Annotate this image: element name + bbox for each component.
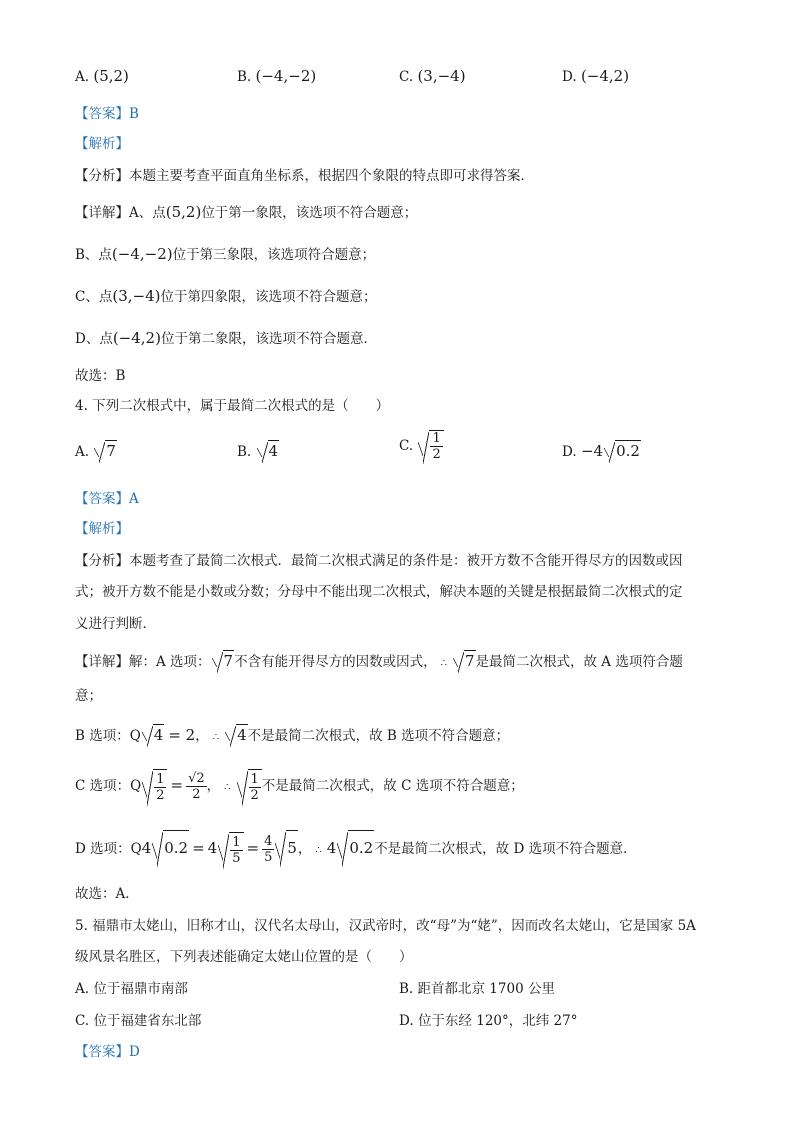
detail-math: (−4,−2) <box>111 245 173 263</box>
q5-stem-line1: 5. 福鼎市太姥山，旧称才山，汉代名太母山，汉武帝时，改“母”为“姥”，因而改名太姥山，它是国家 5A <box>75 918 696 934</box>
numerator: 1 <box>432 431 441 446</box>
therefore-symbol: ∴ <box>440 658 448 669</box>
detail-text: 不是最简二次根式，故 B 选项不符合题意； <box>247 728 510 744</box>
detail-post: 位于第二象限，该选项不符合题意． <box>160 331 377 347</box>
q3-conclusion: 故选：B <box>75 368 126 384</box>
q4-detail-c <box>75 768 524 805</box>
option-label: A. <box>75 69 90 85</box>
coefficient: 4 <box>141 839 152 857</box>
radicand: 0.2 <box>348 830 374 865</box>
numerator: 4 <box>264 834 273 849</box>
numerator: √2 <box>188 771 205 786</box>
q4-option-b <box>237 440 279 462</box>
equals-sign: = <box>192 839 205 857</box>
q3-option-d <box>562 66 629 87</box>
detail-text: 不含有能开得尽方的因数或因式， <box>234 654 437 670</box>
q5-option-c <box>75 1011 201 1031</box>
q3-analysis-heading: 【解析】 <box>75 136 129 152</box>
q4-option-d <box>562 440 641 462</box>
equals-sign: = <box>170 776 184 794</box>
option-text: 距首都北京 1700 公里 <box>417 981 555 997</box>
option-label: B. <box>237 444 252 460</box>
q3-fenxi <box>75 166 534 186</box>
option-label: C. <box>399 69 414 85</box>
q3-detail-b <box>75 244 375 265</box>
q4-answer: 【答案】A <box>75 491 139 507</box>
detail-post: 位于第四象限，该选项不符合题意； <box>160 289 377 305</box>
option-label: C. <box>75 1013 90 1029</box>
fraction <box>154 772 166 803</box>
option-value: (5,2) <box>93 67 129 85</box>
fraction <box>230 835 242 866</box>
coefficient: −4 <box>580 442 604 460</box>
fenxi-text: 本题主要考查平面直角坐标系，根据四个象限的特点即可求得答案． <box>129 168 534 184</box>
option-text: 位于东经 120°，北纬 27° <box>417 1013 578 1029</box>
sqrt-0-2 <box>337 830 374 865</box>
sqrt-5 <box>275 830 298 865</box>
q4-detail-a <box>75 650 683 674</box>
fenxi-tag: 【分析】 <box>75 553 129 569</box>
radicand: 7 <box>106 442 116 460</box>
sqrt-half <box>237 769 262 804</box>
q4-option-a <box>75 440 117 462</box>
coefficient: 4 <box>326 839 337 857</box>
fraction-sqrt2-over-2 <box>186 771 207 802</box>
fraction-4-over-5 <box>262 834 274 865</box>
option-value: (−4,2) <box>580 67 630 85</box>
fraction <box>249 772 261 803</box>
sqrt-4 <box>142 724 165 745</box>
option-label: D. <box>562 444 577 460</box>
detail-text: 不是最简二次根式，故 D 选项不符合题意． <box>374 841 637 857</box>
fraction <box>430 431 442 462</box>
detail-text: B 选项：Q <box>75 728 141 744</box>
detail-text: 不是最简二次根式，故 C 选项不符合题意； <box>261 778 524 794</box>
option-value: (3,−4) <box>417 67 466 85</box>
q4-conclusion: 故选：A． <box>75 886 139 902</box>
q3-option-b <box>237 66 316 87</box>
therefore-symbol: ∴ <box>212 732 221 743</box>
therefore-symbol: ∴ <box>315 845 323 856</box>
option-text: 位于福鼎市南部 <box>93 981 188 997</box>
radicand: 0.2 <box>616 442 640 460</box>
radicand: 7 <box>464 652 475 670</box>
option-label: C. <box>399 438 414 454</box>
q3-option-c <box>399 66 466 87</box>
sqrt-4 <box>257 440 280 461</box>
detail-post: 位于第三象限，该选项符合题意； <box>172 247 376 263</box>
sqrt-one-fifth <box>218 832 243 867</box>
sqrt-0-2 <box>604 440 641 461</box>
radicand: 4 <box>268 442 279 460</box>
radicand: 5 <box>286 830 298 865</box>
q4-detail-b <box>75 724 509 748</box>
option-label: B. <box>237 69 252 85</box>
coefficient: 4 <box>207 839 218 857</box>
q4-option-c <box>399 430 444 462</box>
detail-math: (−4,2) <box>112 329 161 347</box>
fenxi-tag: 【分析】 <box>75 168 129 184</box>
denominator: 5 <box>232 851 241 866</box>
equals-2: = 2 <box>168 726 196 744</box>
detail-math: (3,−4) <box>112 287 161 305</box>
denominator: 5 <box>264 850 273 865</box>
sqrt-half <box>418 430 443 462</box>
q4-fenxi-line2: 式；被开方数不能是小数或分数；分母中不能出现二次根式，解决本题的关键是根据最简二次根式的定 <box>75 584 683 600</box>
q5-stem-line2: 级风景名胜区，下列表述能确定太姥山位置的是（ ） <box>75 949 413 965</box>
q5-answer: 【答案】D <box>75 1044 140 1060</box>
detail-pre: C、点 <box>75 289 113 305</box>
option-label: D. <box>562 69 577 85</box>
q3-detail-a <box>75 202 417 223</box>
q4-fenxi-line3: 义进行判断． <box>75 616 156 632</box>
equals-sign: = <box>246 839 260 857</box>
option-value: (−4,−2) <box>255 67 317 85</box>
detail-text: ， <box>297 841 312 857</box>
detail-text: 是最简二次根式，故 A 选项符合题 <box>475 654 683 670</box>
detail-text: ， <box>206 778 221 794</box>
q5-option-d <box>399 1011 577 1031</box>
q4-detail-a-cont: 意； <box>75 688 102 704</box>
radicand: 4 <box>153 726 164 744</box>
denominator: 2 <box>192 787 201 802</box>
detail-math: (5,2) <box>165 203 202 221</box>
detail-text: D 选项：Q <box>75 841 142 857</box>
radicand: 0.2 <box>163 830 189 865</box>
radicand: 4 <box>237 726 247 744</box>
sqrt-0-2 <box>152 830 189 865</box>
q5-option-b <box>399 979 555 999</box>
numerator: 1 <box>232 835 241 850</box>
option-text: 位于福建省东北部 <box>93 1013 202 1029</box>
q4-analysis-heading: 【解析】 <box>75 521 129 537</box>
xiangjie-tag: 【详解】 <box>75 654 129 670</box>
denominator: 2 <box>432 447 441 462</box>
denominator: 2 <box>250 788 259 803</box>
q3-detail-d <box>75 328 377 349</box>
q3-option-a <box>75 66 129 87</box>
q4-fenxi-line1 <box>75 551 683 571</box>
detail-pre: B、点 <box>75 247 112 263</box>
detail-text: 解：A 选项： <box>129 654 211 670</box>
numerator: 1 <box>250 772 259 787</box>
q4-stem: 4. 下列二次根式中，属于最简二次根式的是（ ） <box>75 398 390 414</box>
radicand: 7 <box>223 652 234 670</box>
sqrt-7 <box>212 650 235 671</box>
detail-text: ， <box>195 728 209 744</box>
option-label: A. <box>75 981 90 997</box>
detail-pre: D、点 <box>75 331 113 347</box>
sqrt-4 <box>225 724 248 745</box>
denominator: 2 <box>156 788 165 803</box>
sqrt-7 <box>453 650 476 671</box>
q3-answer: 【答案】B <box>75 106 139 122</box>
therefore-symbol: ∴ <box>224 782 232 793</box>
option-label: D. <box>399 1013 414 1029</box>
q4-detail-d <box>75 830 637 868</box>
numerator: 1 <box>156 772 165 787</box>
q5-option-a <box>75 979 188 999</box>
detail-text: C 选项：Q <box>75 778 142 794</box>
sqrt-half <box>142 769 167 804</box>
option-label: A. <box>75 444 90 460</box>
detail-post: 位于第一象限，该选项不符合题意； <box>201 205 418 221</box>
fenxi-text: 本题考查了最简二次根式．最简二次根式满足的条件是：被开方数不含能开得尽方的因数或因 <box>129 553 683 569</box>
detail-pre: A、点 <box>129 205 166 221</box>
q3-detail-c <box>75 286 376 307</box>
sqrt-7 <box>94 440 117 461</box>
option-label: B. <box>399 981 414 997</box>
xiangjie-tag: 【详解】 <box>75 205 129 221</box>
